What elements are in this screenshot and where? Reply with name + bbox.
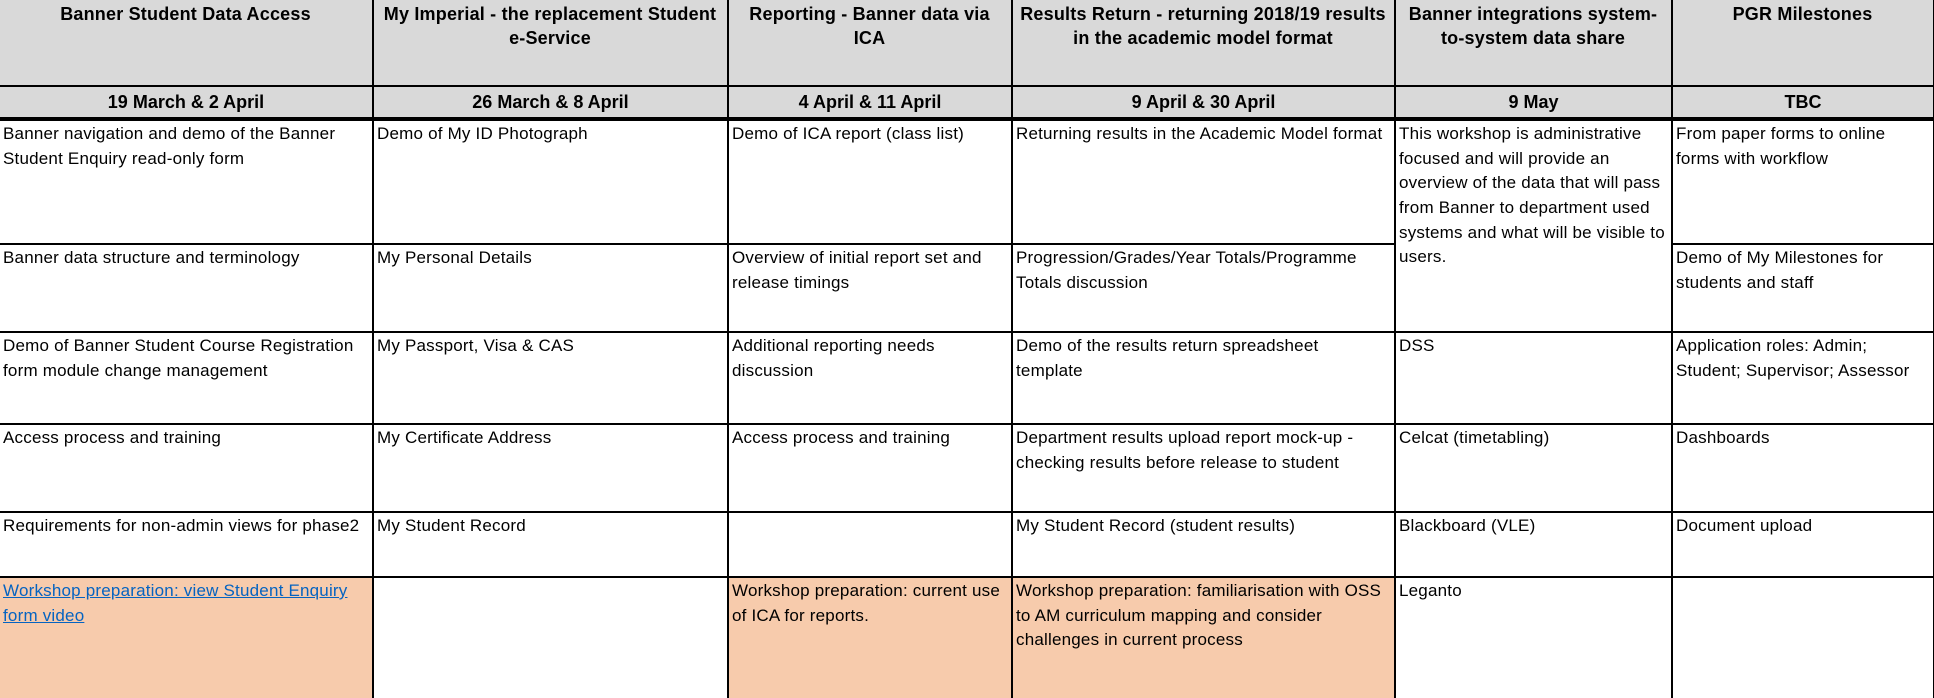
schedule-cell: My Certificate Address [373,424,728,512]
schedule-cell: Celcat (timetabling) [1395,424,1672,512]
schedule-cell: Blackboard (VLE) [1395,512,1672,577]
column-date-cell: 4 April & 11 April [728,86,1012,119]
column-date-cell: 9 May [1395,86,1672,119]
schedule-cell: Dashboards [1672,424,1934,512]
schedule-cell: Progression/Grades/Year Totals/Programme Totals discussion [1012,244,1395,332]
schedule-cell: Department results upload report mock-up - checking results before release to student [1012,424,1395,512]
schedule-cell: My Personal Details [373,244,728,332]
schedule-cell: Additional reporting needs discussion [728,332,1012,424]
schedule-cell: My Student Record [373,512,728,577]
column-title-banner-integrations: Banner integrations system-to-system data share [1395,0,1672,86]
schedule-cell: Access process and training [728,424,1012,512]
schedule-cell [1672,577,1934,698]
column-date-cell: 19 March & 2 April [0,86,373,119]
schedule-cell: Demo of the results return spreadsheet template [1012,332,1395,424]
schedule-cell-merged-workshop-description: This workshop is administrative focused and will provide an overview of the data that will pass from Banner to department used systems and what will be visible to users. [1395,119,1672,332]
header-date-row [0,86,1934,119]
schedule-cell: Overview of initial report set and release timings [728,244,1012,332]
schedule-cell: My Student Record (student results) [1012,512,1395,577]
schedule-cell: Demo of My ID Photograph [373,119,728,244]
schedule-cell-workshop-prep: Workshop preparation: familiarisation with OSS to AM curriculum mapping and consider challenges in current process [1012,577,1395,698]
schedule-cell: Banner navigation and demo of the Banner Student Enquiry read-only form [0,119,373,244]
table-row [0,424,1934,512]
schedule-cell: From paper forms to online forms with workflow [1672,119,1934,244]
column-title-banner-student-data-access: Banner Student Data Access [0,0,373,86]
column-title-pgr-milestones: PGR Milestones [1672,0,1934,86]
schedule-cell: Demo of ICA report (class list) [728,119,1012,244]
schedule-cell: Returning results in the Academic Model format [1012,119,1395,244]
schedule-cell: Demo of Banner Student Course Registration form module change management [0,332,373,424]
schedule-cell-workshop-prep [0,577,373,698]
column-title-reporting: Reporting - Banner data via ICA [728,0,1012,86]
table-row [0,512,1934,577]
workshop-prep-video-link[interactable]: Workshop preparation: view Student Enquiry form video [3,581,348,625]
schedule-cell: Requirements for non-admin views for phase2 [0,512,373,577]
schedule-cell: Leganto [1395,577,1672,698]
schedule-cell [728,512,1012,577]
column-date-cell: 9 April & 30 April [1012,86,1395,119]
schedule-cell: Document upload [1672,512,1934,577]
table-row [0,577,1934,698]
schedule-cell-workshop-prep: Workshop preparation: current use of ICA for reports. [728,577,1012,698]
column-title-results-return: Results Return - returning 2018/19 results in the academic model format [1012,0,1395,86]
schedule-cell: Access process and training [0,424,373,512]
table-row [0,119,1934,244]
schedule-cell [373,577,728,698]
column-date-cell: TBC [1672,86,1934,119]
schedule-cell: My Passport, Visa & CAS [373,332,728,424]
schedule-cell: Application roles: Admin; Student; Supervisor; Assessor [1672,332,1934,424]
schedule-cell: Banner data structure and terminology [0,244,373,332]
column-date-cell: 26 March & 8 April [373,86,728,119]
schedule-cell: DSS [1395,332,1672,424]
table-row [0,332,1934,424]
column-title-my-imperial: My Imperial - the replacement Student e-Service [373,0,728,86]
header-title-row [0,0,1934,86]
schedule-cell: Demo of My Milestones for students and staff [1672,244,1934,332]
